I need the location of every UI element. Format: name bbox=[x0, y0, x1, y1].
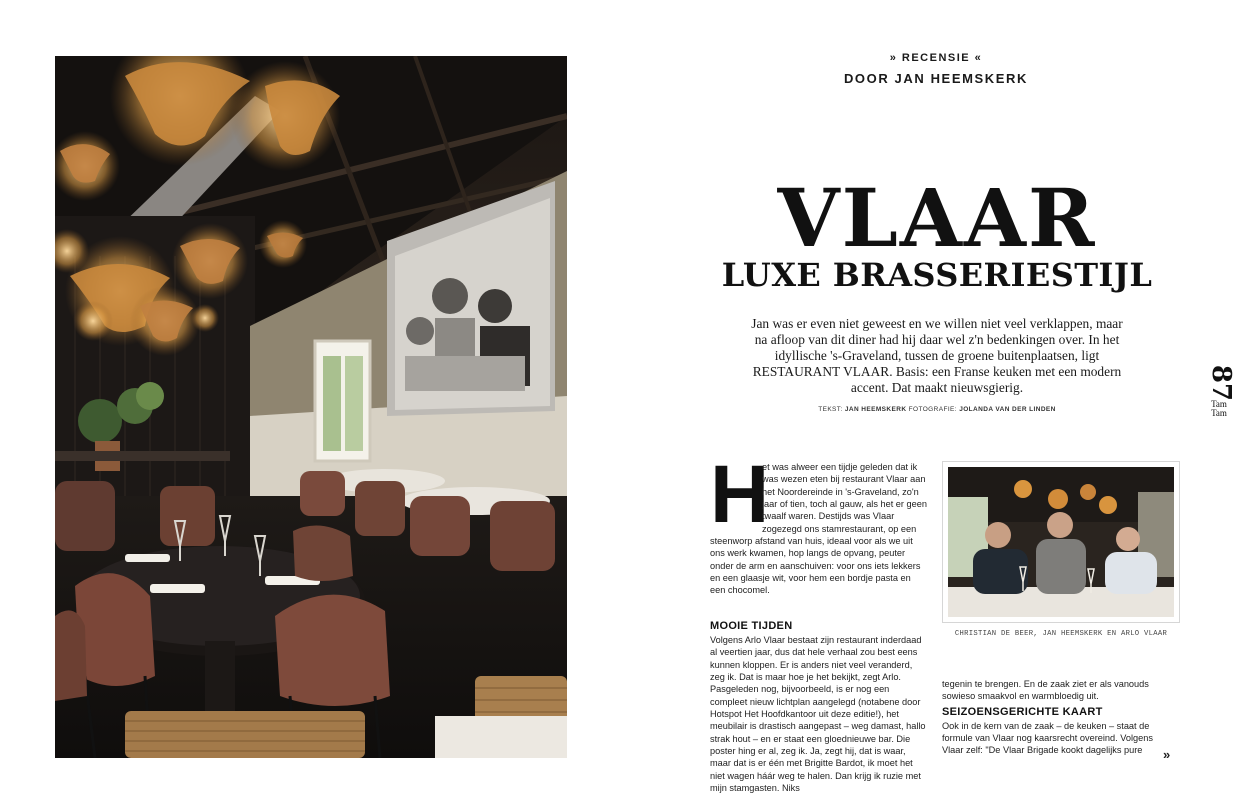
article-paragraph-3: tegenin te brengen. En de zaak ziet er als vanouds sowieso smaakvol en warmbloedig uit. bbox=[942, 679, 1149, 702]
article-paragraph-1: et was alweer een tijdje geleden dat ik was wezen eten bij restaurant Vlaar aan het Noordereinde in 's-Graveland, zo'n jaar of tien, toch al gauw, als het er geen twaalf waren. Destijds was Vlaar zogezegd ons stamrestaurant, op een steenworp afstand van huis, ideaal voor als we uit ons werk kwamen, hop langs de opvang, peuter onder de arm en aanschuiven: voor ons iets lekkers en een glaasje wit, voor hem een bordje pasta en een chocomel. bbox=[710, 462, 927, 596]
article-column-1-continued bbox=[710, 617, 928, 794]
article-subtitle: LUXE BRASSERIESTIJL bbox=[721, 256, 1153, 294]
section-kicker: » RECENSIE « bbox=[889, 52, 983, 64]
author-byline: DOOR JAN HEEMSKERK bbox=[843, 71, 1029, 86]
restaurant-interior-photo bbox=[55, 56, 567, 758]
page-marker bbox=[1203, 364, 1235, 438]
page-number: 87 bbox=[1206, 364, 1237, 402]
inset-caption: CHRISTIAN DE BEER, JAN HEEMSKERK EN ARLO VLAAR bbox=[954, 630, 1168, 638]
credits-photo-name: JOLANDA VAN DER LINDEN bbox=[959, 406, 1056, 413]
subhead-seizoensgerichte-kaart: SEIZOENSGERICHTE KAART bbox=[942, 705, 1103, 718]
article-paragraph-4: Ook in de kern van de zaak – de keuken – staat de formule van Vlaar nog kaarsrecht overeind. Volgens Vlaar zelf: "De Vlaar Brigade kookt dagelijks pure bbox=[942, 720, 1153, 756]
credits-text-name: JAN HEEMSKERK bbox=[844, 406, 907, 413]
credits-line bbox=[760, 406, 1114, 413]
credits-text-label: TEKST: bbox=[818, 406, 843, 413]
inset-photo bbox=[942, 461, 1180, 623]
article-paragraph-2: Volgens Arlo Vlaar bestaat zijn restaurant inderdaad al veertien jaar, dus dat hele verhaal zou best eens kunnen kloppen. Er is anders niet veel veranderd, zeg ik. Dat is maar hoe je het bekijkt, zegt Arlo. Pasgeleden nog, bijvoorbeeld, is er nog een compleet nieuw lichtplan aangelegd (notabene door Hotspot Het Hoofdkantoor uit deze editie!), het meubilair is drastisch aangepast – weg damast, hallo strak hout – en er staat een gloednieuwe bar. Die poster hing er al, zeg ik. Ja, zegt hij, dat is waar, maar dat is er één met Brigitte Bardot, ik moet het niet wagen háár weg te halen. Dan krijg ik ruzie met mijn stamgasten. Niks bbox=[710, 635, 926, 794]
subhead-mooie-tijden: MOOIE TIJDEN bbox=[710, 620, 793, 632]
magazine-name: Tam Tam bbox=[1211, 399, 1227, 418]
article-column-1 bbox=[710, 449, 928, 597]
drop-cap: H bbox=[710, 449, 770, 540]
article-intro: Jan was er even niet geweest en we willen niet veel verklappen, maar na afloop van dit diner had hij daar wel z'n bedenkingen over. In het idyllische 's-Graveland, tussen de groene buitenplaatsen, ligt RESTAURANT VLAAR. Basis: een Franse keuken met een modern accent. Dat maakt nieuwsgierig. bbox=[751, 316, 1123, 395]
credits-photo-label: FOTOGRAFIE: bbox=[908, 406, 957, 413]
article-column-2 bbox=[942, 678, 1170, 757]
article-title: VLAAR bbox=[777, 171, 1097, 265]
continue-arrow: » bbox=[1163, 747, 1171, 762]
